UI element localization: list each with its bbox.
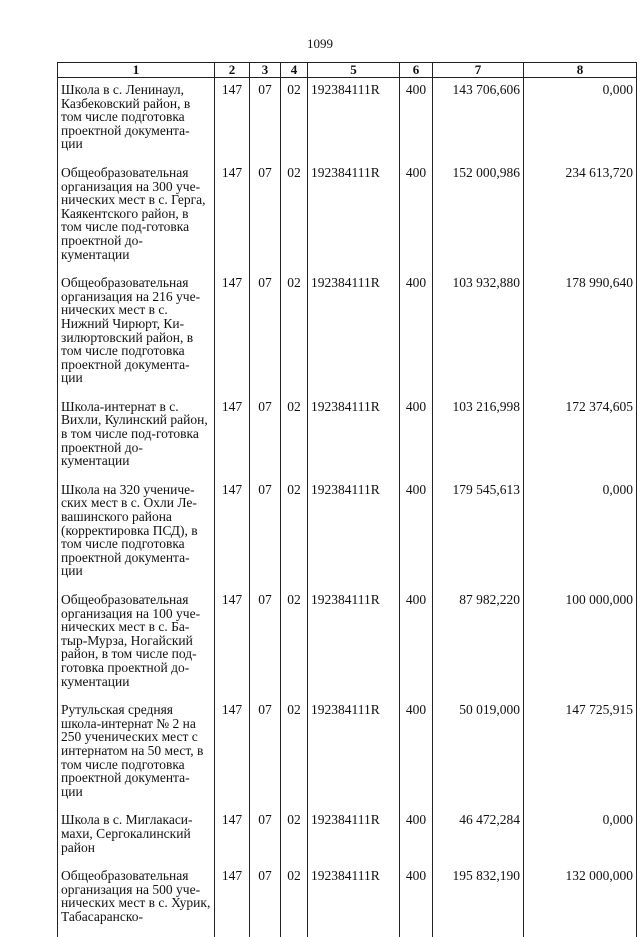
column-3-cell: 07 bbox=[250, 478, 281, 588]
table-row bbox=[58, 698, 637, 808]
budget-table bbox=[57, 62, 637, 937]
column-3-cell: 07 bbox=[250, 78, 281, 161]
column-4-cell: 02 bbox=[281, 395, 308, 478]
column-4-cell: 02 bbox=[281, 864, 308, 937]
row-name-cell: Школа в с. Миглакаси-махи, Сергокалинский район bbox=[58, 808, 215, 864]
column-3-cell: 07 bbox=[250, 161, 281, 271]
table-row bbox=[58, 478, 637, 588]
row-name-cell: Школа на 320 учениче-ских мест в с. Охли Ле-вашинского района (корректировка ПСД), в том числе подготовка проектной документа-ции bbox=[58, 478, 215, 588]
column-header-5: 5 bbox=[308, 63, 400, 78]
value-7-cell: 152 000,986 bbox=[433, 161, 524, 271]
page-number: 1099 bbox=[0, 36, 640, 52]
table-row bbox=[58, 808, 637, 864]
row-name-cell: Общеобразовательная организация на 500 уче-нических мест в с. Хурик, Табасаранско- bbox=[58, 864, 215, 937]
table-body bbox=[58, 78, 637, 937]
column-4-cell: 02 bbox=[281, 478, 308, 588]
value-7-cell: 179 545,613 bbox=[433, 478, 524, 588]
header-row bbox=[58, 63, 637, 78]
column-3-cell: 07 bbox=[250, 271, 281, 395]
column-4-cell: 02 bbox=[281, 698, 308, 808]
column-2-cell: 147 bbox=[215, 78, 250, 161]
column-2-cell: 147 bbox=[215, 698, 250, 808]
column-6-cell: 400 bbox=[400, 395, 433, 478]
value-8-cell: 0,000 bbox=[524, 78, 637, 161]
column-6-cell: 400 bbox=[400, 864, 433, 937]
row-name-cell: Школа в с. Ленинаул, Казбековский район, в том числе подготовка проектной документа-ции bbox=[58, 78, 215, 161]
column-6-cell: 400 bbox=[400, 78, 433, 161]
table-row bbox=[58, 588, 637, 698]
column-header-1: 1 bbox=[58, 63, 215, 78]
code-cell: 192384111R bbox=[308, 395, 400, 478]
row-name-cell: Общеобразовательная организация на 100 уче-нических мест в с. Ба-тыр-Мурза, Ногайский район, в том числе под-готовка проектной до-кументации bbox=[58, 588, 215, 698]
value-8-cell: 178 990,640 bbox=[524, 271, 637, 395]
table-row bbox=[58, 161, 637, 271]
value-7-cell: 50 019,000 bbox=[433, 698, 524, 808]
row-name-cell: Общеобразовательная организация на 216 уче-нических мест в с. Нижний Чирюрт, Ки-зилюртовский район, в том числе подготовка проектной документа-ции bbox=[58, 271, 215, 395]
table-row bbox=[58, 78, 637, 161]
column-2-cell: 147 bbox=[215, 864, 250, 937]
value-8-cell: 147 725,915 bbox=[524, 698, 637, 808]
value-8-cell: 100 000,000 bbox=[524, 588, 637, 698]
value-8-cell: 0,000 bbox=[524, 478, 637, 588]
column-6-cell: 400 bbox=[400, 271, 433, 395]
column-2-cell: 147 bbox=[215, 588, 250, 698]
value-8-cell: 172 374,605 bbox=[524, 395, 637, 478]
table-row bbox=[58, 864, 637, 937]
column-3-cell: 07 bbox=[250, 864, 281, 937]
code-cell: 192384111R bbox=[308, 271, 400, 395]
value-7-cell: 87 982,220 bbox=[433, 588, 524, 698]
value-8-cell: 0,000 bbox=[524, 808, 637, 864]
code-cell: 192384111R bbox=[308, 698, 400, 808]
column-4-cell: 02 bbox=[281, 271, 308, 395]
value-7-cell: 46 472,284 bbox=[433, 808, 524, 864]
column-6-cell: 400 bbox=[400, 161, 433, 271]
column-header-6: 6 bbox=[400, 63, 433, 78]
column-3-cell: 07 bbox=[250, 808, 281, 864]
column-header-3: 3 bbox=[250, 63, 281, 78]
column-4-cell: 02 bbox=[281, 588, 308, 698]
code-cell: 192384111R bbox=[308, 588, 400, 698]
value-7-cell: 103 216,998 bbox=[433, 395, 524, 478]
code-cell: 192384111R bbox=[308, 161, 400, 271]
table-row bbox=[58, 395, 637, 478]
code-cell: 192384111R bbox=[308, 808, 400, 864]
column-3-cell: 07 bbox=[250, 395, 281, 478]
column-6-cell: 400 bbox=[400, 698, 433, 808]
column-2-cell: 147 bbox=[215, 161, 250, 271]
column-2-cell: 147 bbox=[215, 478, 250, 588]
code-cell: 192384111R bbox=[308, 478, 400, 588]
column-3-cell: 07 bbox=[250, 588, 281, 698]
row-name-cell: Рутульская средняя школа-интернат № 2 на 250 ученических мест с интернатом на 50 мест, в том числе подготовка проектной документа-ции bbox=[58, 698, 215, 808]
column-header-2: 2 bbox=[215, 63, 250, 78]
value-7-cell: 195 832,190 bbox=[433, 864, 524, 937]
column-4-cell: 02 bbox=[281, 161, 308, 271]
column-6-cell: 400 bbox=[400, 588, 433, 698]
code-cell: 192384111R bbox=[308, 78, 400, 161]
row-name-cell: Общеобразовательная организация на 300 уче-нических мест в с. Герга, Каякентского район, в том числе под-готовка проектной до-кументации bbox=[58, 161, 215, 271]
value-8-cell: 234 613,720 bbox=[524, 161, 637, 271]
column-6-cell: 400 bbox=[400, 478, 433, 588]
column-2-cell: 147 bbox=[215, 395, 250, 478]
column-2-cell: 147 bbox=[215, 271, 250, 395]
code-cell: 192384111R bbox=[308, 864, 400, 937]
column-3-cell: 07 bbox=[250, 698, 281, 808]
value-8-cell: 132 000,000 bbox=[524, 864, 637, 937]
value-7-cell: 143 706,606 bbox=[433, 78, 524, 161]
column-4-cell: 02 bbox=[281, 808, 308, 864]
column-header-7: 7 bbox=[433, 63, 524, 78]
column-header-8: 8 bbox=[524, 63, 637, 78]
column-4-cell: 02 bbox=[281, 78, 308, 161]
column-2-cell: 147 bbox=[215, 808, 250, 864]
column-6-cell: 400 bbox=[400, 808, 433, 864]
column-header-4: 4 bbox=[281, 63, 308, 78]
value-7-cell: 103 932,880 bbox=[433, 271, 524, 395]
table-row bbox=[58, 271, 637, 395]
row-name-cell: Школа-интернат в с. Вихли, Кулинский район, в том числе под-готовка проектной до-кументации bbox=[58, 395, 215, 478]
